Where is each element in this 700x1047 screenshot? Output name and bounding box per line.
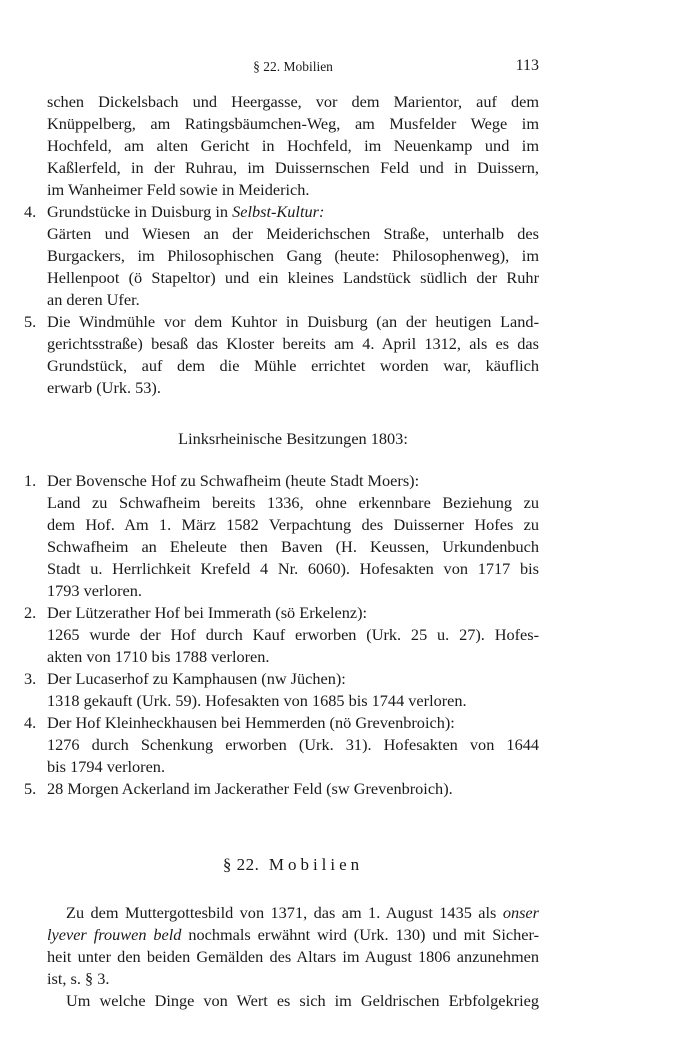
text-line: Gärten und Wiesen an der Meiderichschen Straße, unterhalb des	[47, 224, 539, 243]
list-number: 1.	[24, 471, 37, 490]
list-item-3	[24, 668, 539, 690]
text-line: dem Hof. Am 1. März 1582 Verpachtung des Duisserner Hofes zu	[47, 515, 539, 534]
section-heading	[47, 854, 539, 876]
text-line: erwarb (Urk. 53).	[47, 378, 161, 397]
list-number: 5.	[24, 312, 37, 331]
item-italic-text: Selbst-Kultur:	[232, 202, 325, 221]
list-number: 4.	[24, 713, 37, 732]
item-text: Der Bovensche Hof zu Schwafheim (heute Stadt Moers):	[47, 471, 420, 490]
header-title: § 22. Mobilien	[253, 59, 333, 74]
item-text: Der Lucaserhof zu Kamphausen (nw Jüchen):	[47, 669, 346, 688]
para-italic: lyever frouwen beld	[47, 925, 182, 944]
list-item-5	[24, 311, 539, 333]
paragraph-line	[47, 990, 539, 1012]
list-number: 3.	[24, 669, 37, 688]
paragraph-line	[47, 924, 539, 946]
text-line: Hellenpoot (ö Stapeltor) und ein kleines Landstück südlich der Ruhr	[47, 268, 539, 287]
item-text: Der Hof Kleinheckhausen bei Hemmerden (nö Grevenbroich):	[47, 713, 455, 732]
item-text: Der Lützerather Hof bei Immerath (sö Erkelenz):	[47, 603, 368, 622]
list-number: 2.	[24, 603, 37, 622]
text-line: schen Dickelsbach und Heergasse, vor dem Marientor, auf dem	[47, 92, 539, 111]
subheading: Linksrheinische Besitzungen 1803:	[178, 429, 408, 448]
text-line: Stadt u. Herrlichkeit Krefeld 4 Nr. 6060). Hofesakten von 1717 bis	[47, 559, 539, 578]
para-text: Um welche Dinge von Wert es sich im Geldrischen Erbfolgekrieg	[66, 991, 539, 1010]
text-line: 1793 verloren.	[47, 581, 142, 600]
text-line: 1265 wurde der Hof durch Kauf erworben (Urk. 25 u. 27). Hofes-	[47, 625, 539, 644]
text-line: akten von 1710 bis 1788 verloren.	[47, 647, 270, 666]
text-line: 1318 gekauft (Urk. 59). Hofesakten von 1685 bis 1744 verloren.	[47, 691, 467, 710]
text-line: bis 1794 verloren.	[47, 757, 166, 776]
text-line: an deren Ufer.	[47, 290, 140, 309]
paragraph-line	[47, 902, 539, 924]
list-item-4b	[24, 712, 539, 734]
text-line: Burgackers, im Philosophischen Gang (heute: Philosophenweg), im	[47, 246, 539, 265]
list-item-4	[24, 201, 539, 223]
list-item-2	[24, 602, 539, 624]
text-line: Land zu Schwafheim bereits 1336, ohne erkennbare Beziehung zu	[47, 493, 539, 512]
para-text: nochmals erwähnt wird (Urk. 130) und mit Sicher-	[181, 925, 539, 944]
list-number: 5.	[24, 779, 37, 798]
paragraph-line: ist, s. § 3.	[47, 969, 110, 988]
running-header	[47, 57, 539, 79]
text-line: Hochfeld, am alten Gericht in Hochfeld, im Neuenkamp und im	[47, 136, 539, 155]
section-symbol: § 22.	[222, 855, 260, 874]
text-line: Schwafheim an Eheleute then Baven (H. Keussen, Urkundenbuch	[47, 537, 539, 556]
text-line: Kaßlerfeld, in der Ruhrau, im Duissernschen Feld und in Duissern,	[47, 158, 539, 177]
item-text: Grundstücke in Duisburg in	[47, 202, 233, 221]
section-title: Mobilien	[268, 855, 364, 874]
text-line: im Wanheimer Feld sowie in Meiderich.	[47, 180, 310, 199]
text-line: 1276 durch Schenkung erworben (Urk. 31). Hofesakten von 1644	[47, 735, 539, 754]
text-line: Knüppelberg, am Ratingsbäumchen-Weg, am Musfelder Wege im	[47, 114, 539, 133]
list-number: 4.	[24, 202, 37, 221]
item-text: 28 Morgen Ackerland im Jackerather Feld (sw Grevenbroich).	[47, 779, 453, 798]
list-item-5b	[24, 778, 539, 800]
text-line: Grundstück, auf dem die Mühle errichtet worden war, käuflich	[47, 356, 539, 375]
text-line: gerichtsstraße) besaß das Kloster bereits am 4. April 1312, als es das	[47, 334, 539, 353]
item-text: Die Windmühle vor dem Kuhtor in Duisburg (an der heutigen Land-	[47, 312, 539, 331]
page-number: 113	[515, 57, 539, 74]
para-italic: onser	[502, 903, 539, 922]
paragraph-line: heit unter den beiden Gemälden des Altars im August 1806 anzunehmen	[47, 947, 539, 966]
list-item-1	[24, 470, 539, 492]
para-text: Zu dem Muttergottesbild von 1371, das am 1. August 1435 als	[66, 903, 503, 922]
